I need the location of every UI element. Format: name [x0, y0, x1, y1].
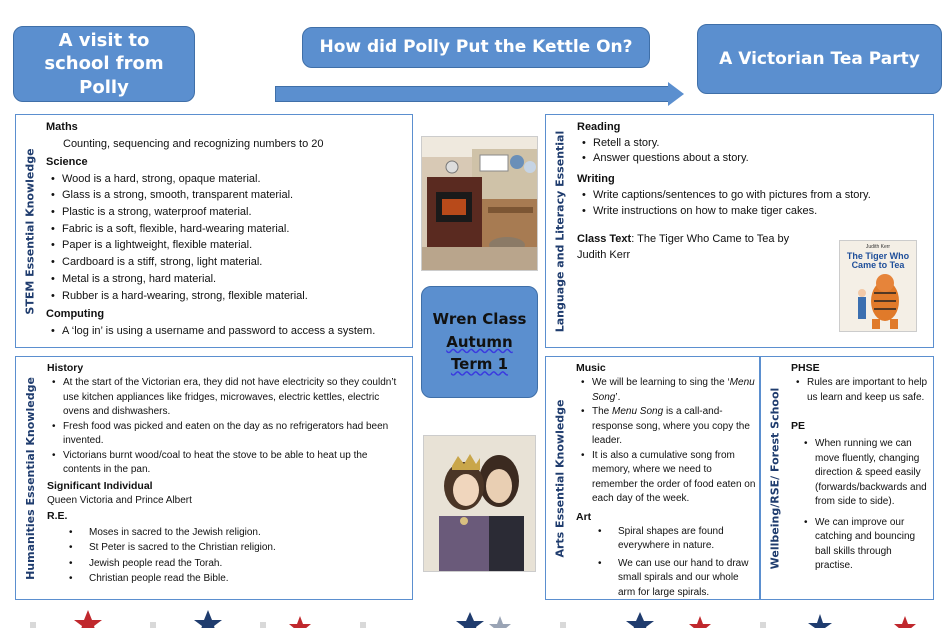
pe-list — [791, 437, 930, 574]
list-item: • Write instructions on how to make tiger cakes. — [577, 204, 929, 220]
list-item: • Rules are important to help us learn and keep us safe. — [791, 376, 930, 405]
arts-label: Arts Essential Knowledge — [553, 398, 567, 558]
title-kettle-text: How did Polly Put the Kettle On? — [319, 37, 633, 58]
wellbeing-box — [760, 356, 934, 600]
pe-heading: PE — [791, 420, 806, 433]
art-heading: Art — [576, 510, 592, 523]
title-box-tea-party — [697, 24, 942, 94]
wren-class-badge — [421, 286, 538, 398]
list-item: • Jewish people read the Torah. — [47, 556, 408, 572]
maths-text: Counting, sequencing and recognizing numbers to 20 — [63, 137, 324, 150]
title-tea-party-text: A Victorian Tea Party — [719, 48, 920, 69]
list-item: • Fabric is a soft, flexible, hard-wearing material. — [46, 221, 408, 238]
list-item: • Glass is a strong, smooth, transparent material. — [46, 187, 408, 204]
reading-list — [577, 136, 929, 168]
list-item: • At the start of the Victorian era, they did not have electricity so they couldn’t use kitchen appliances like fridges, microwaves, electric kettles, electric ovens and dishwashers. — [47, 376, 408, 420]
wellbeing-label: Wellbeing/RSE/ Forest School — [768, 387, 782, 569]
list-item: • Moses in sacred to the Jewish religion. — [47, 525, 408, 541]
writing-heading: Writing — [577, 173, 615, 186]
list-item: • Rubber is a hard-wearing, strong, flexible material. — [46, 288, 408, 305]
class-text — [577, 232, 812, 264]
humanities-label: Humanities Essential Knowledge — [23, 376, 37, 580]
star-icon — [74, 610, 916, 628]
star-bunting-border — [0, 606, 949, 628]
significant-individual-heading: Significant Individual — [47, 479, 153, 492]
progress-arrowhead — [668, 82, 684, 106]
wren-class-title: Wren Class — [432, 310, 527, 329]
science-heading: Science — [46, 156, 88, 168]
humanities-box — [15, 356, 413, 600]
list-item: • Plastic is a strong, waterproof material. — [46, 204, 408, 221]
re-list — [47, 525, 408, 587]
computing-list — [46, 323, 408, 340]
victoria-albert-portrait — [423, 435, 536, 572]
literacy-label: Language and Literacy Essential — [553, 130, 567, 332]
music-list — [576, 376, 756, 507]
class-text-value: : The Tiger Who Came to Tea by Judith Kerr — [577, 232, 790, 261]
list-item: • The Menu Song is a call-and-response song, where you copy the leader. — [576, 405, 756, 449]
title-box-visit — [13, 26, 195, 102]
list-item: • A ‘log in’ is using a username and password to access a system. — [46, 323, 408, 340]
list-item: • Metal is a strong, hard material. — [46, 271, 408, 288]
class-text-label: Class Text — [577, 232, 632, 245]
significant-individual-text: Queen Victoria and Prince Albert — [47, 494, 192, 506]
wren-term-season: Autumn — [446, 332, 513, 351]
history-list — [47, 376, 408, 478]
list-item: • Wood is a hard, strong, opaque material. — [46, 171, 408, 188]
list-item: • Christian people read the Bible. — [47, 571, 408, 587]
list-item: • Write captions/sentences to go with pictures from a story. — [577, 188, 929, 204]
music-heading: Music — [576, 362, 606, 374]
literacy-box — [545, 114, 934, 348]
title-box-kettle — [302, 27, 650, 68]
list-item: • Fresh food was picked and eaten on the day as no refrigerators had been invented. — [47, 420, 408, 449]
history-heading: History — [47, 362, 84, 374]
list-item: • Spiral shapes are found everywhere in nature. — [576, 525, 756, 554]
science-list — [46, 171, 408, 305]
art-list — [576, 525, 756, 601]
phse-list — [791, 376, 930, 405]
list-item: • It is also a cumulative song from memory, where we need to remember the order of food eaten on each day of the week. — [576, 449, 756, 507]
stem-box — [15, 114, 413, 348]
list-item: • Victorians burnt wood/coal to heat the stove to be able to heat up the contents in the pan. — [47, 449, 408, 478]
book-title: The Tiger Who Came to Tea — [846, 251, 910, 271]
reading-heading: Reading — [577, 121, 621, 133]
victorian-kitchen-photo — [421, 136, 538, 271]
book-author: Judith Kerr — [865, 244, 891, 250]
phse-heading: PHSE — [791, 362, 820, 374]
list-item: • When running we can move fluently, changing direction & speed easily (forwards/backwards and from side to side). — [799, 437, 930, 510]
re-heading: R.E. — [47, 510, 68, 523]
list-item: • Paper is a lightweight, flexible material. — [46, 237, 408, 254]
progress-arrow — [275, 86, 670, 102]
list-item: • We can use our hand to draw small spirals and our whole arm for large spirals. — [576, 557, 756, 601]
wren-term-number: Term 1 — [450, 355, 509, 374]
stem-label: STEM Essential Knowledge — [23, 147, 37, 315]
list-item: • Retell a story. — [577, 136, 929, 152]
list-item: • We will be learning to sing the ‘Menu Song’. — [576, 376, 756, 405]
list-item: • Cardboard is a stiff, strong, light material. — [46, 254, 408, 271]
tiger-book-cover — [839, 240, 917, 332]
list-item: • Answer questions about a story. — [577, 151, 929, 167]
maths-heading: Maths — [46, 121, 78, 133]
title-visit-text: A visit to school from Polly — [44, 29, 164, 98]
computing-heading: Computing — [46, 308, 105, 321]
list-item: • St Peter is sacred to the Christian religion. — [47, 540, 408, 556]
list-item: • We can improve our catching and bouncing ball skills through practise. — [799, 516, 930, 574]
arts-box — [545, 356, 760, 600]
writing-list — [577, 188, 929, 220]
